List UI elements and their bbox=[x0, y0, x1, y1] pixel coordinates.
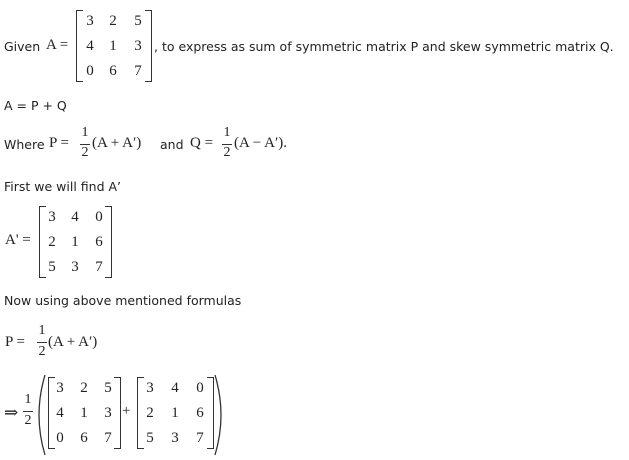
fraction-bar bbox=[23, 411, 33, 412]
fraction-denominator: 2 bbox=[38, 344, 46, 359]
matrix-aprime-cell: 5 bbox=[48, 259, 56, 275]
matrix-aprime-cell: 1 bbox=[71, 234, 79, 250]
matrix-a-cell: 5 bbox=[134, 13, 142, 29]
fraction-bar bbox=[37, 342, 47, 343]
matrix-a-transpose bbox=[39, 206, 119, 278]
matrix-aprime-cell: 6 bbox=[95, 234, 103, 250]
p-expression-2: (A + A′) bbox=[48, 334, 98, 350]
fraction-numerator: 1 bbox=[81, 125, 89, 140]
matrix-a bbox=[76, 10, 156, 82]
matrix-cell: 0 bbox=[196, 380, 204, 396]
matrix-a-cell: 6 bbox=[109, 63, 117, 79]
plus-sign: + bbox=[122, 403, 131, 419]
matrix-cell: 4 bbox=[56, 405, 64, 421]
matrix-cell: 7 bbox=[104, 430, 112, 446]
matrix-aprime-cell: 2 bbox=[48, 234, 56, 250]
matrix-cell: 3 bbox=[171, 430, 179, 446]
matrix-aprime-cell: 3 bbox=[48, 209, 56, 225]
p-expression: (A + A′) bbox=[92, 135, 142, 151]
matrix-a-cell: 1 bbox=[109, 38, 117, 54]
given-label: Given bbox=[4, 39, 41, 54]
matrix-cell: 6 bbox=[80, 430, 88, 446]
line1-tail: , to express as sum of symmetric matrix P and skew symmetric matrix Q. bbox=[154, 39, 614, 54]
find-transpose-text: First we will find A’ bbox=[4, 179, 122, 194]
matrix-cell: 7 bbox=[196, 430, 204, 446]
fraction-denominator: 2 bbox=[223, 145, 231, 160]
matrix-cell: 3 bbox=[104, 405, 112, 421]
matrix-a-cell: 3 bbox=[134, 38, 142, 54]
matrix-a-cell: 4 bbox=[86, 38, 94, 54]
formulas-text: Now using above mentioned formulas bbox=[4, 293, 242, 308]
matrix-a-cell: 7 bbox=[134, 63, 142, 79]
matrix-cell: 3 bbox=[56, 380, 64, 396]
fraction-numerator: 1 bbox=[38, 323, 46, 338]
q-equals: Q = bbox=[190, 135, 214, 151]
matrix-cell: 1 bbox=[80, 405, 88, 421]
equation-a-p-q: A = P + Q bbox=[4, 98, 67, 113]
matrix-aprime-cell: 7 bbox=[95, 259, 103, 275]
matrix-aprime-cell: 4 bbox=[71, 209, 79, 225]
matrix-aprime-cell: 3 bbox=[71, 259, 79, 275]
matrix-cell: 2 bbox=[80, 380, 88, 396]
matrix-a-cell: 3 bbox=[86, 13, 94, 29]
p-equals: P = bbox=[49, 135, 69, 151]
a-equals: A = bbox=[46, 37, 69, 53]
fraction-denominator: 2 bbox=[24, 413, 32, 428]
matrix-a-cell: 2 bbox=[109, 13, 117, 29]
matrix-aprime-cell: 0 bbox=[95, 209, 103, 225]
fraction-numerator: 1 bbox=[223, 125, 231, 140]
where-label: Where bbox=[4, 137, 45, 152]
matrix-cell: 0 bbox=[56, 430, 64, 446]
and-label: and bbox=[160, 137, 184, 152]
matrix-aprime-sum bbox=[137, 377, 217, 449]
matrix-a-sum bbox=[48, 377, 131, 449]
aprime-equals: A' = bbox=[5, 232, 31, 248]
matrix-cell: 3 bbox=[146, 380, 154, 396]
matrix-cell: 2 bbox=[146, 405, 154, 421]
matrix-a-cell: 0 bbox=[86, 63, 94, 79]
matrix-cell: 5 bbox=[146, 430, 154, 446]
matrix-cell: 1 bbox=[171, 405, 179, 421]
q-expression: (A − A′). bbox=[234, 135, 287, 151]
p-equals-2: P = bbox=[5, 334, 25, 350]
implies-arrow: ⇒ bbox=[4, 403, 19, 422]
matrix-cell: 5 bbox=[104, 380, 112, 396]
matrix-cell: 4 bbox=[171, 380, 179, 396]
fraction-numerator: 1 bbox=[24, 392, 32, 407]
fraction-denominator: 2 bbox=[81, 145, 89, 160]
matrix-cell: 6 bbox=[196, 405, 204, 421]
